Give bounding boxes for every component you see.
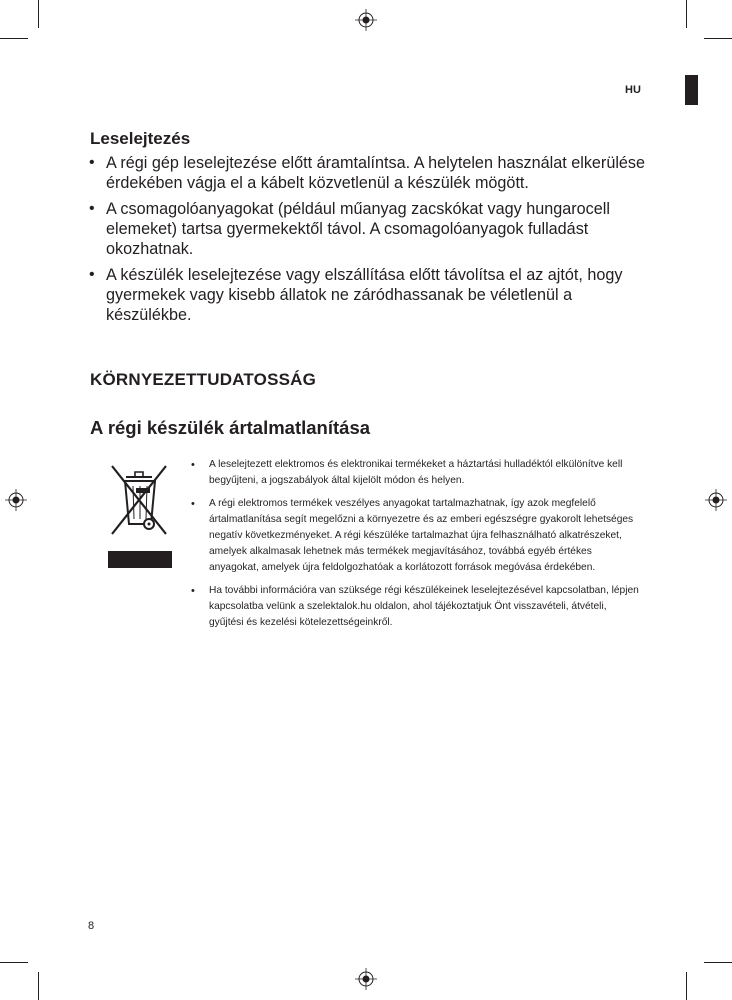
- list-item: • A készülék leselejtezése vagy elszállítása előtt távolítsa el az ajtót, hogy gyermekek vagy kisebb állatok ne záródhassanak be véletlenül a készülékbe.: [88, 265, 648, 325]
- environment-heading: KÖRNYEZETTUDATOSSÁG: [90, 370, 317, 389]
- old-appliance-heading: A régi készülék ártalmatlanítása: [90, 417, 371, 438]
- list-item: • A régi elektromos termékek veszélyes anyagokat tartalmazhatnak, így azok megfelelő ártalmatlanítása segít megelőzni a környezetre és az emberi egészségre gyakorolt lehetséges negatív következményeket. A régi készüléke tartalmazhat újra felhasználható alkatrészeket, amelyek alkalmasak lehetnek más termékek megjavításához, továbbá egyéb értékes anyagokat, amelyek újra feldolgozhatóak a korlátozott források megóvása érdekében.: [191, 496, 641, 576]
- crop-mark: [686, 0, 687, 28]
- registration-mark-icon: [705, 489, 727, 511]
- disposal-list: [88, 153, 648, 331]
- crop-mark: [38, 0, 39, 28]
- list-item: • A régi gép leselejtezése előtt áramtalíntsa. A helytelen használat elkerülése érdekében vágja el a kábelt közvetlenül a készülék mögött.: [88, 153, 648, 193]
- registration-mark-icon: [355, 9, 377, 31]
- list-item: • Ha további információra van szüksége régi készülékeinek leselejtezésével kapcsolatban, lépjen kapcsolatba velünk a szelektalok.hu oldalon, ahol tájékoztatjuk Önt visszavételi, átvételi, gyűjtési és kezelési kötelezettségeinkről.: [191, 583, 641, 631]
- crop-mark: [0, 38, 28, 39]
- disposal-heading: Leselejtezés: [90, 129, 191, 148]
- crop-mark: [704, 38, 732, 39]
- registration-mark-icon: [355, 968, 377, 990]
- crop-mark: [38, 972, 39, 1000]
- old-appliance-list: [191, 457, 641, 638]
- list-item: • A leselejtezett elektromos és elektronikai termékeket a háztartási hulladéktól elkülönítve kell begyűjteni, a jogszabályok által kijelölt módon és helyen.: [191, 457, 641, 489]
- list-item: • A csomagolóanyagokat (például műanyag zacskókat vagy hungarocell elemeket) tartsa gyermekektől távol. A csomagolóanyagok fulladást okozhatnak.: [88, 199, 648, 259]
- page-number: 8: [88, 920, 95, 932]
- crop-mark: [686, 972, 687, 1000]
- crop-mark: [0, 962, 28, 963]
- registration-mark-icon: [5, 489, 27, 511]
- language-tab-bar: [685, 75, 698, 105]
- weee-crossed-out-bin-icon: [108, 460, 172, 568]
- language-tag: HU: [625, 84, 641, 96]
- crop-mark: [704, 962, 732, 963]
